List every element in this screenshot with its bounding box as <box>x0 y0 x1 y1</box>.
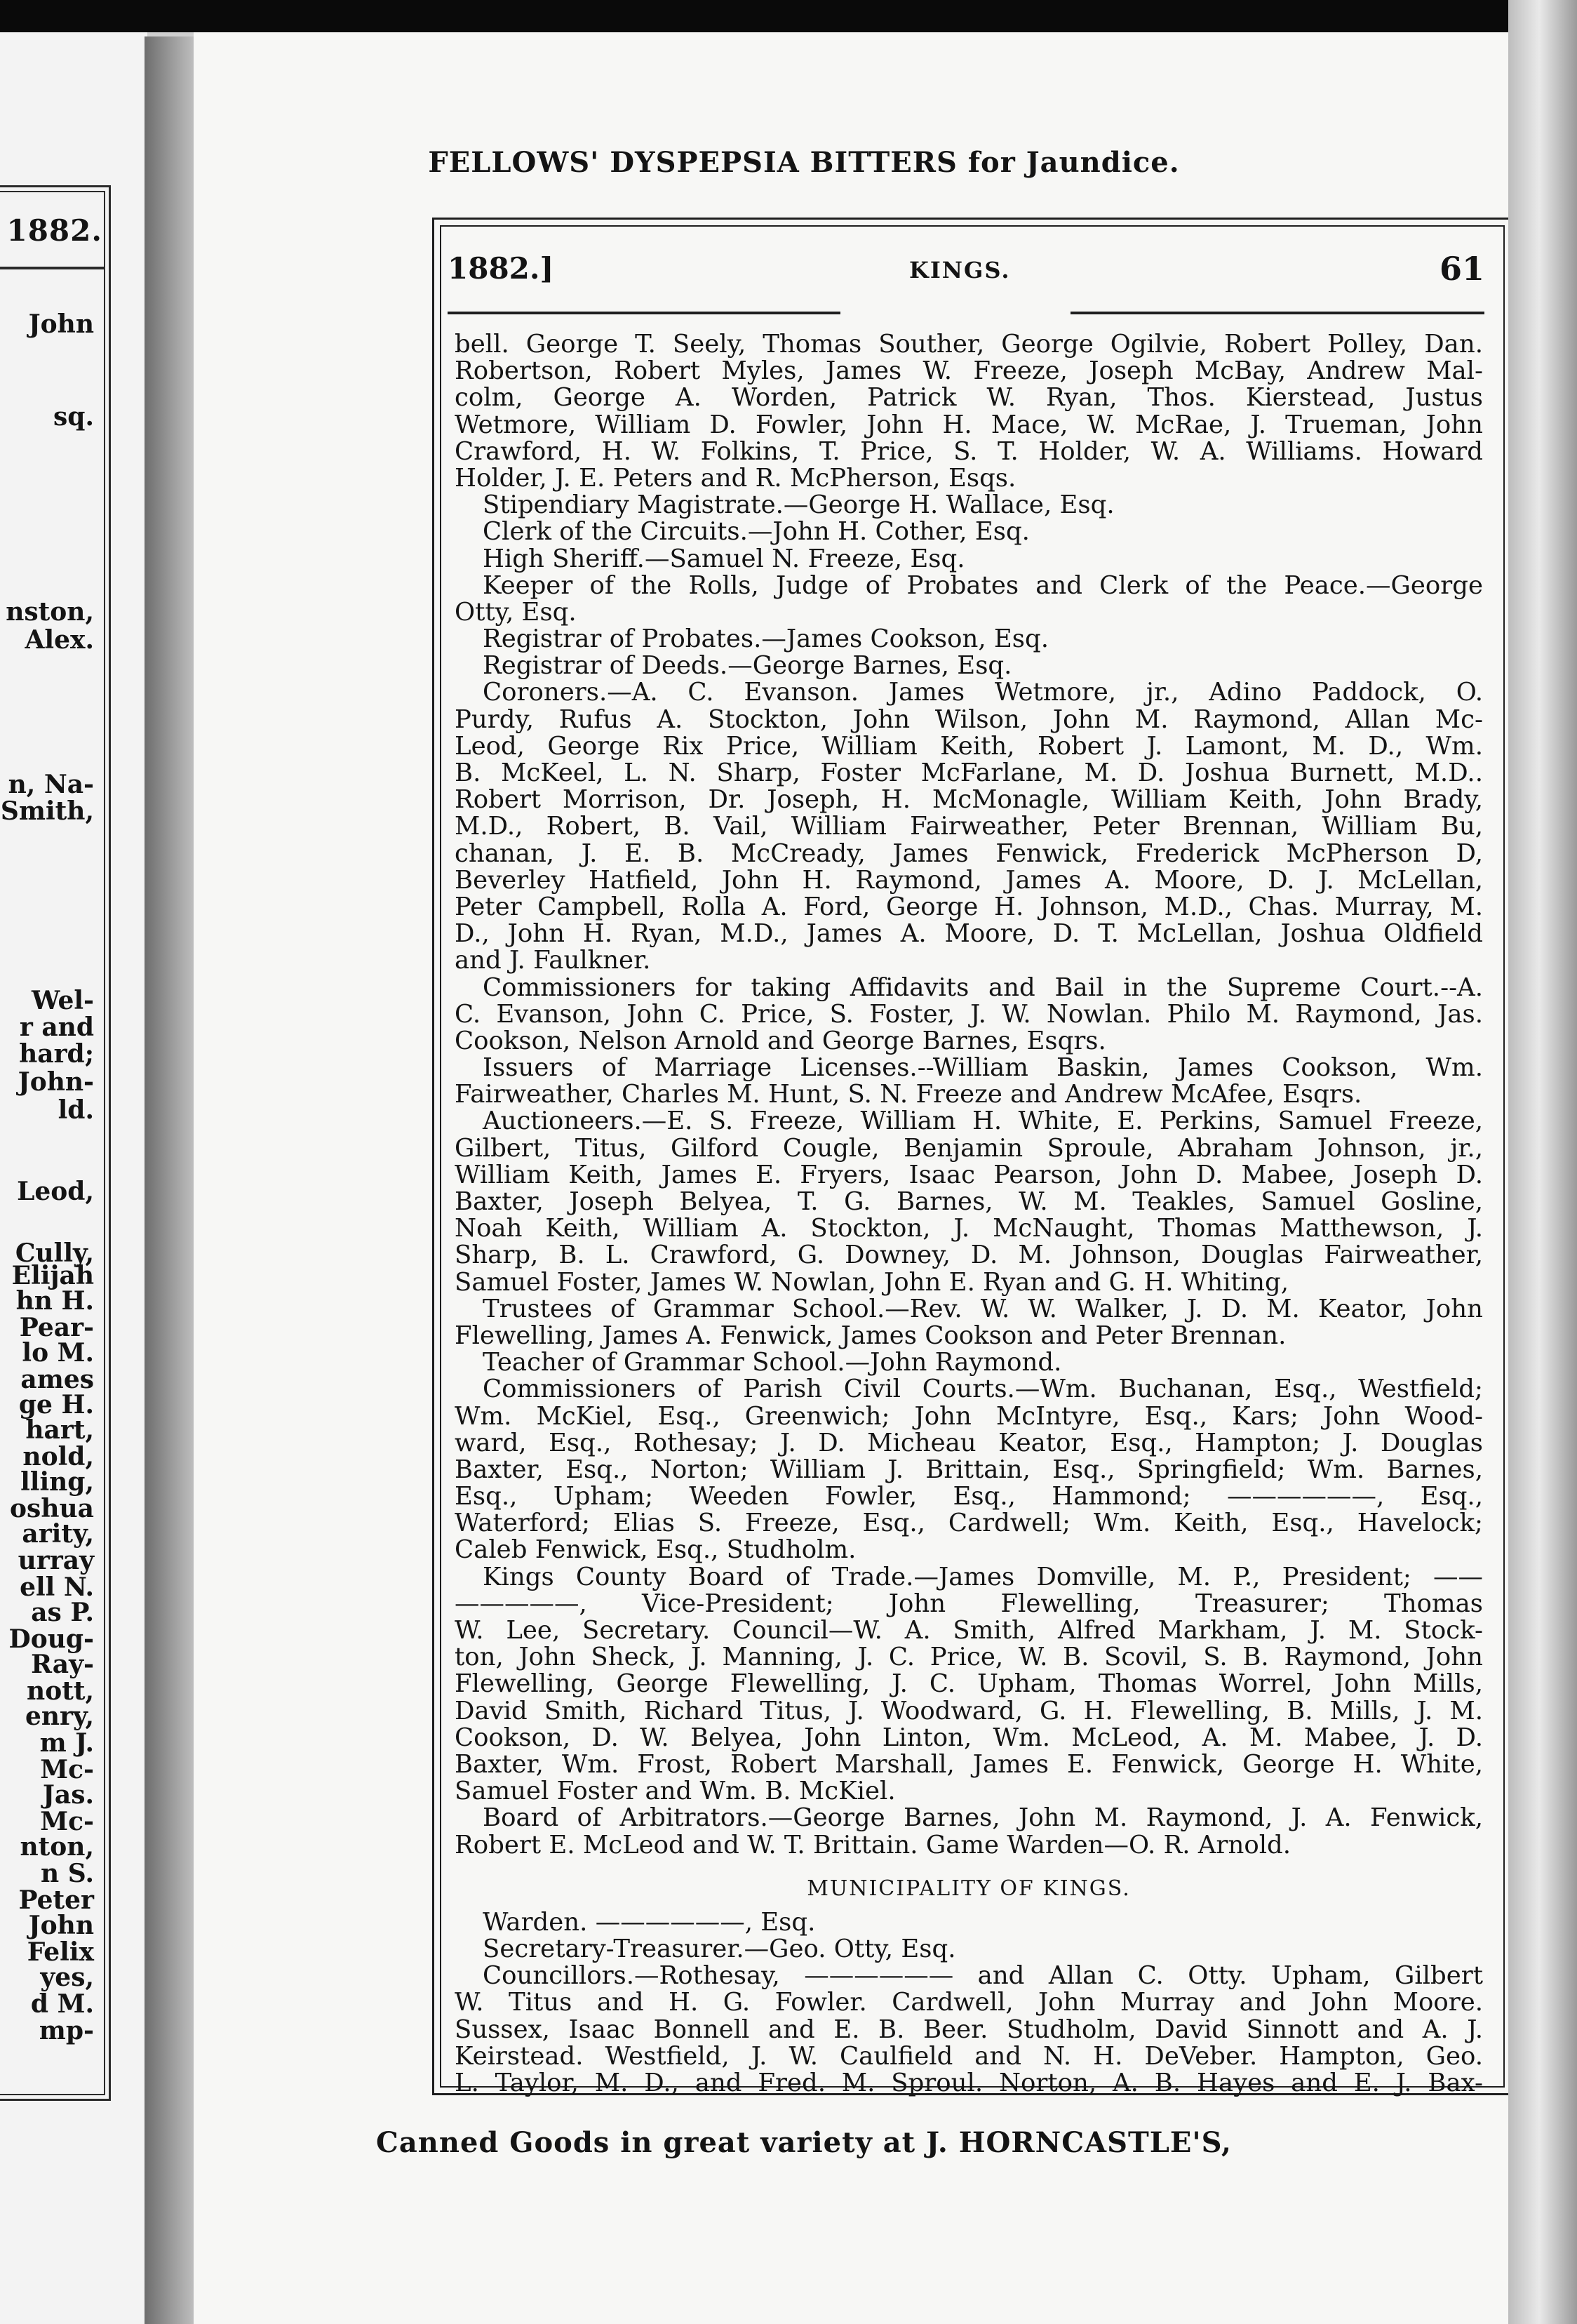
left-page-fragment-line: ge H. <box>18 1390 94 1420</box>
left-page-fragment-line: lling, <box>20 1467 94 1497</box>
left-page-fragment-line: urray <box>18 1546 94 1575</box>
left-page-fragment-line: n S. <box>41 1859 94 1888</box>
text-line: ton, John Sheck, J. Manning, J. C. Price, W. B. Scovil, S. B. Raymond, John <box>455 1643 1483 1672</box>
text-line: Registrar of Deeds.—George Barnes, Esq. <box>483 651 1012 681</box>
text-line: Commissioners of Parish Civil Courts.—Wm. Buchanan, Esq., Westfield; <box>483 1375 1483 1404</box>
left-page-fragment-line: ld. <box>58 1095 94 1125</box>
left-page-fragment-line: Peter <box>18 1885 94 1915</box>
left-page-fragment-line: John <box>28 1911 94 1940</box>
left-page-fragment-line: Elijah <box>11 1261 94 1290</box>
text-line: B. McKeel, L. N. Sharp, Foster McFarlane, M. D. Joshua Burnett, M.D.. <box>455 759 1483 787</box>
left-page-fragment-line: Smith, <box>0 796 94 826</box>
section-text-line: Sussex, Isaac Bonnell and E. B. Beer. Studholm, David Sinnott and A. J. <box>455 2015 1483 2044</box>
text-line: Auctioneers.—E. S. Freeze, William H. White, E. Perkins, Samuel Freeze, <box>483 1107 1483 1136</box>
text-line: Cookson, D. W. Belyea, John Linton, Wm. McLeod, A. M. Mabee, J. D. <box>455 1723 1483 1752</box>
text-line: Flewelling, James A. Fenwick, James Cookson and Peter Brennan. <box>455 1321 1287 1350</box>
left-page-fragment-line: yes, <box>40 1963 94 1992</box>
page-number: 61 <box>1440 250 1485 288</box>
running-head-title: KINGS. <box>909 257 1011 283</box>
section-text-line: Councillors.—Rothesay, —————— and Allan C. Otty. Upham, Gilbert <box>483 1961 1483 1991</box>
left-page-fragment-line: Felix <box>27 1937 94 1967</box>
text-line: Noah Keith, William A. Stockton, J. McNaught, Thomas Matthewson, J. <box>455 1214 1483 1243</box>
left-page-fragment-line: lo M. <box>22 1338 94 1368</box>
text-line: Peter Campbell, Rolla A. Ford, George H. Johnson, M.D., Chas. Murray, M. <box>455 892 1483 921</box>
section-text-line: Keirstead. Westfield, J. W. Caulfield and N. H. DeVeber. Hampton, Geo. <box>455 2041 1483 2071</box>
section-heading: MUNICIPALITY OF KINGS. <box>807 1876 1131 1901</box>
left-page-fragment-line: Mc- <box>40 1807 94 1836</box>
header-advertisement: FELLOWS' DYSPEPSIA BITTERS for Jaundice. <box>428 146 1180 179</box>
text-line: Leod, George Rix Price, William Keith, Robert J. Lamont, M. D., Wm. <box>455 731 1483 761</box>
text-line: Clerk of the Circuits.—John H. Cother, Esq. <box>483 517 1030 547</box>
text-line: Beverley Hatfield, John H. Raymond, James A. Moore, D. J. McLellan, <box>455 865 1483 895</box>
text-line: colm, George A. Worden, Patrick W. Ryan, Thos. Kierstead, Justus <box>455 383 1483 413</box>
running-head-rule-right <box>1071 312 1484 314</box>
text-line: ward, Esq., Rothesay; J. D. Micheau Keator, Esq., Hampton; J. Douglas <box>455 1428 1483 1457</box>
spacer <box>455 1859 1483 1876</box>
text-line: Kings County Board of Trade.—James Domville, M. P., President; —— <box>483 1562 1483 1591</box>
left-page-year: 1882. <box>6 213 102 248</box>
left-page-fragment-line: Wel- <box>31 986 94 1015</box>
left-page-fragment-line: Doug- <box>8 1624 94 1654</box>
text-line: Trustees of Grammar School.—Rev. W. W. Walker, J. D. M. Keator, John <box>483 1294 1483 1323</box>
left-page-fragment-line: John <box>28 309 94 339</box>
text-line: Fairweather, Charles M. Hunt, S. N. Freeze and Andrew McAfee, Esqrs. <box>455 1080 1362 1109</box>
left-page-fragment <box>0 32 147 2324</box>
section-text-line: W. Titus and H. G. Fowler. Cardwell, John Murray and John Moore. <box>455 1988 1483 2017</box>
text-line: Baxter, Esq., Norton; William J. Brittain, Esq., Springfield; Wm. Barnes, <box>455 1455 1483 1484</box>
section-text-line: Warden. ——————, Esq. <box>483 1907 816 1937</box>
text-line: Commissioners for taking Affidavits and Bail in the Supreme Court.--A. <box>483 973 1483 1002</box>
text-line: C. Evanson, John C. Price, S. Foster, J. W. Nowlan. Philo M. Raymond, Jas. <box>455 999 1483 1029</box>
left-page-fragment-line: d M. <box>30 1989 94 2019</box>
text-line: Caleb Fenwick, Esq., Studholm. <box>455 1535 857 1565</box>
left-page-fragment-line: arity, <box>22 1519 94 1549</box>
left-page-fragment-line: mp- <box>39 2016 94 2045</box>
footer-advertisement: Canned Goods in great variety at J. HORNCASTLE'S, <box>376 2126 1232 2159</box>
left-page-fragment-line: hart, <box>25 1415 94 1445</box>
text-line: Esq., Upham; Weeden Fowler, Esq., Hammond; ——————, Esq., <box>455 1482 1483 1511</box>
text-line: Otty, Esq. <box>455 597 577 627</box>
text-line: William Keith, James E. Fryers, Isaac Pearson, John D. Mabee, Joseph D. <box>455 1160 1483 1189</box>
running-head-rule-left <box>448 312 840 314</box>
text-line: Robertson, Robert Myles, James W. Freeze, Joseph McBay, Andrew Mal- <box>455 356 1483 386</box>
left-page-fragment-line: ames <box>20 1365 94 1394</box>
text-line: Flewelling, George Flewelling, J. C. Upham, Thomas Worrel, John Mills, <box>455 1669 1483 1699</box>
text-line: Sharp, B. L. Crawford, G. Downey, D. M. Johnson, Douglas Fairweather, <box>455 1241 1483 1270</box>
left-page-fragment-line: r and <box>19 1013 94 1042</box>
section-text-line: L. Taylor, M. D., and Fred. M. Sproul. Norton, A. B. Hayes and E. J. Bax- <box>455 2069 1483 2097</box>
running-head-year: 1882.] <box>448 251 554 286</box>
left-page-fragment-line: oshua <box>10 1494 94 1523</box>
text-line: Board of Arbitrators.—George Barnes, John M. Raymond, J. A. Fenwick, <box>483 1803 1483 1833</box>
left-page-fragment-line: hard; <box>19 1039 94 1069</box>
text-line: Teacher of Grammar School.—John Raymond. <box>483 1348 1062 1377</box>
left-page-fragment-line: Ray- <box>31 1650 94 1679</box>
text-line: Samuel Foster and Wm. B. McKiel. <box>455 1777 896 1806</box>
text-line: Coroners.—A. C. Evanson. James Wetmore, jr., Adino Paddock, O. <box>483 678 1483 707</box>
text-line: Holder, J. E. Peters and R. McPherson, Esqs. <box>455 463 1016 493</box>
text-line: Baxter, Wm. Frost, Robert Marshall, James E. Fenwick, George H. White, <box>455 1749 1483 1779</box>
text-line: David Smith, Richard Titus, J. Woodward, G. H. Flewelling, B. Mills, J. M. <box>455 1696 1483 1725</box>
left-page-fragment-line: hn H. <box>15 1286 94 1316</box>
left-page-fragment-line: enry, <box>25 1702 94 1731</box>
text-line: and J. Faulkner. <box>455 946 651 975</box>
left-page-fragment-line: Cully, <box>15 1238 94 1268</box>
left-page-fragment-line: nott, <box>27 1676 94 1706</box>
section-text-line: Secretary-Treasurer.—Geo. Otty, Esq. <box>483 1935 956 1964</box>
left-page-fragment-line: nston, <box>6 597 94 627</box>
page-stack-edge <box>1508 0 1577 2324</box>
text-line: Baxter, Joseph Belyea, T. G. Barnes, W. M. Teakles, Samuel Gosline, <box>455 1187 1483 1216</box>
left-page-fragment-line: n, Na- <box>8 770 94 799</box>
text-line: W. Lee, Secretary. Council—W. A. Smith, Alfred Markham, J. M. Stock- <box>455 1616 1483 1645</box>
left-page-fragment-line: Leod, <box>17 1177 94 1206</box>
text-line: Samuel Foster, James W. Nowlan, John E. Ryan and G. H. Whiting, <box>455 1267 1289 1297</box>
text-line: High Sheriff.—Samuel N. Freeze, Esq. <box>483 544 965 573</box>
left-page-fragment-line: ell N. <box>20 1572 94 1602</box>
left-page-fragment-line: m J. <box>39 1728 94 1758</box>
left-page-fragment-line: Jas. <box>42 1780 94 1810</box>
text-line: chanan, J. E. B. McCready, James Fenwick, Frederick McPherson D, <box>455 839 1483 868</box>
text-line: Gilbert, Titus, Gilford Cougle, Benjamin Sproule, Abraham Johnson, jr., <box>455 1133 1483 1163</box>
left-page-fragment-line: Mc- <box>40 1755 94 1784</box>
left-page-fragment-line: as P. <box>31 1598 94 1627</box>
left-page-fragment-line: nold, <box>22 1442 94 1471</box>
left-page-fragment-line: John- <box>18 1067 94 1097</box>
directory-text <box>455 331 1483 2097</box>
scan-top-band <box>0 0 1577 32</box>
left-page-rule <box>0 267 105 269</box>
book-gutter <box>145 36 196 2324</box>
text-line: Cookson, Nelson Arnold and George Barnes, Esqrs. <box>455 1026 1106 1055</box>
text-line: Registrar of Probates.—James Cookson, Esq. <box>483 625 1049 654</box>
text-line: Purdy, Rufus A. Stockton, John Wilson, John M. Raymond, Allan Mc- <box>455 704 1483 734</box>
text-line: M.D., Robert, B. Vail, William Fairweather, Peter Brennan, William Bu, <box>455 812 1483 841</box>
left-page-fragment-line: nton, <box>20 1832 94 1862</box>
text-line: Keeper of the Rolls, Judge of Probates and Clerk of the Peace.—George <box>483 570 1483 600</box>
text-line: D., John H. Ryan, M.D., James A. Moore, D. T. McLellan, Joshua Oldfield <box>455 919 1483 949</box>
text-line: Issuers of Marriage Licenses.--William Baskin, James Cookson, Wm. <box>483 1053 1483 1083</box>
left-page-fragment-line: sq. <box>53 402 94 432</box>
text-line: Robert E. McLeod and W. T. Brittain. Game Warden—O. R. Arnold. <box>455 1830 1291 1859</box>
text-line: bell. George T. Seely, Thomas Souther, George Ogilvie, Robert Polley, Dan. <box>455 330 1483 359</box>
text-line: Stipendiary Magistrate.—George H. Wallace, Esq. <box>483 490 1115 520</box>
left-page-fragment-line: Alex. <box>25 625 94 655</box>
main-page <box>194 32 1511 2324</box>
text-line: Robert Morrison, Dr. Joseph, H. McMonagle, William Keith, John Brady, <box>455 785 1483 815</box>
left-page-fragment-line: Pear- <box>19 1313 94 1342</box>
text-line: Waterford; Elias S. Freeze, Esq., Cardwell; Wm. Keith, Esq., Havelock; <box>455 1509 1483 1538</box>
text-line: —————, Vice-President; John Flewelling, Treasurer; Thomas <box>455 1589 1483 1618</box>
text-line: Wm. McKiel, Esq., Greenwich; John McIntyre, Esq., Kars; John Wood- <box>455 1401 1483 1431</box>
text-line: Crawford, H. W. Folkins, T. Price, S. T. Holder, W. A. Williams. Howard <box>455 436 1483 466</box>
text-line: Wetmore, William D. Fowler, John H. Mace, W. McRae, J. Trueman, John <box>455 410 1483 439</box>
